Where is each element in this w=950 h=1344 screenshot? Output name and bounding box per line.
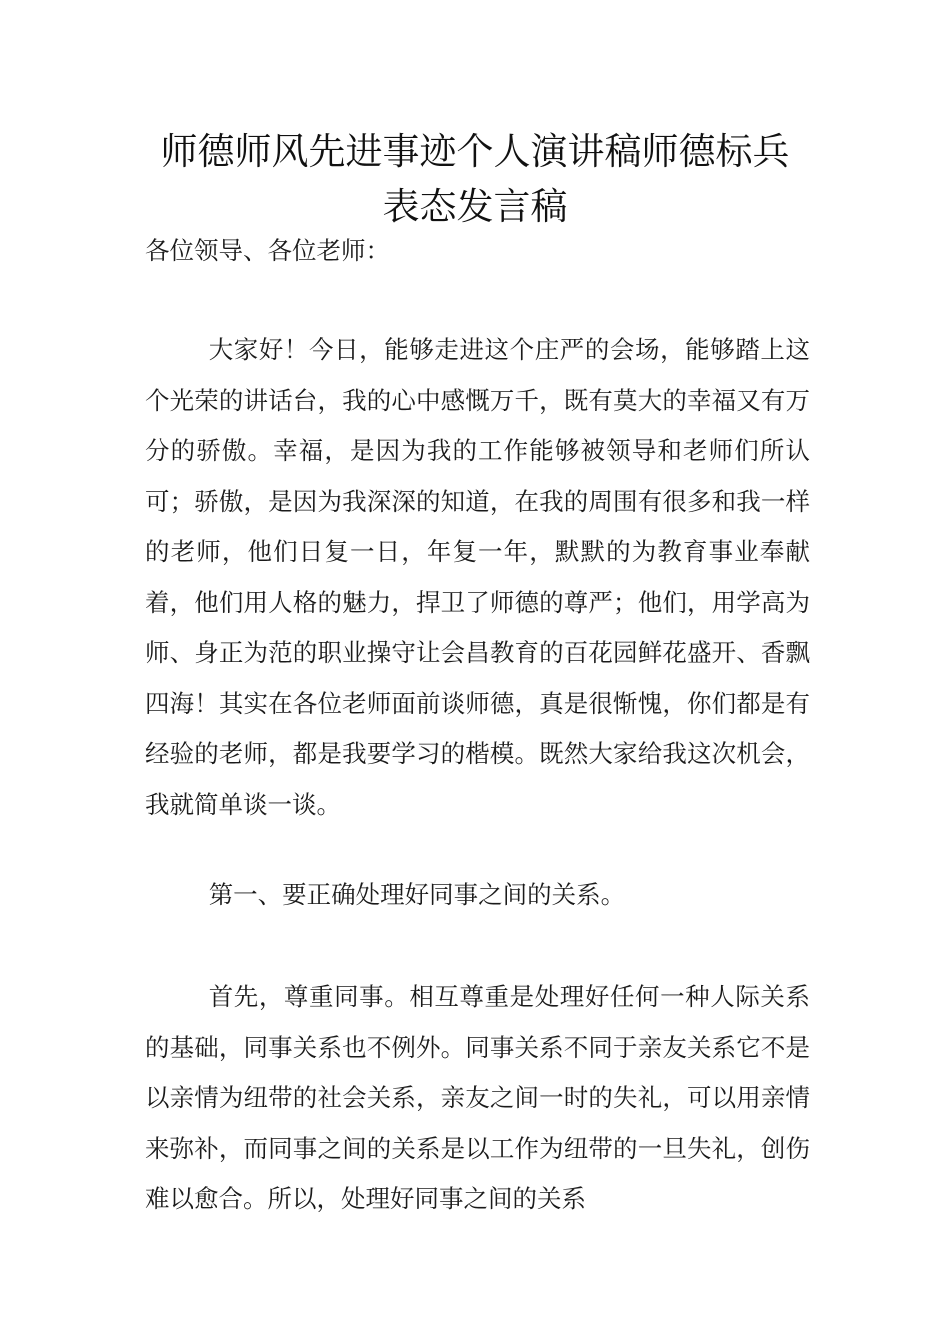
title-line-2: 表态发言稿 [382,185,568,228]
paragraph-opening: 大家好！今日，能够走进这个庄严的会场，能够踏上这个光荣的讲话台，我的心中感慨万千，既有莫大的幸福又有万分的骄傲。幸福，是因为我的工作能够被领导和老师们所认可；骄傲，是因为我深深的知道，在我的周围有很多和我一样的老师，他们日复一日，年复一年，默默的为教育事业奉献着，他们用人格的魅力，捍卫了师德的尊严；他们，用学高为师、身正为范的职业操守让会昌教育的百花园鲜花盛开、香飘四海！其实在各位老师面前谈师德，真是很惭愧，你们都是有经验的老师，都是我要学习的楷模。既然大家给我这次机会，我就简单谈一谈。 [145,335,810,819]
paragraph-respect-colleagues: 首先，尊重同事。相互尊重是处理好任何一种人际关系的基础，同事关系也不例外。同事关系不同于亲友关系它不是以亲情为纽带的社会关系，亲友之间一时的失礼，可以用亲情来弥补，而同事之间的关系是以工作为纽带的一旦失礼，创伤难以愈合。所以，处理好同事之间的关系 [145,982,810,1213]
salutation: 各位领导、各位老师： [145,236,390,265]
document-title [130,124,820,234]
title-line-1: 师德师风先进事迹个人演讲稿师德标兵 [160,130,790,173]
paragraph-section-heading: 第一、要正确处理好同事之间的关系。 [208,880,626,909]
